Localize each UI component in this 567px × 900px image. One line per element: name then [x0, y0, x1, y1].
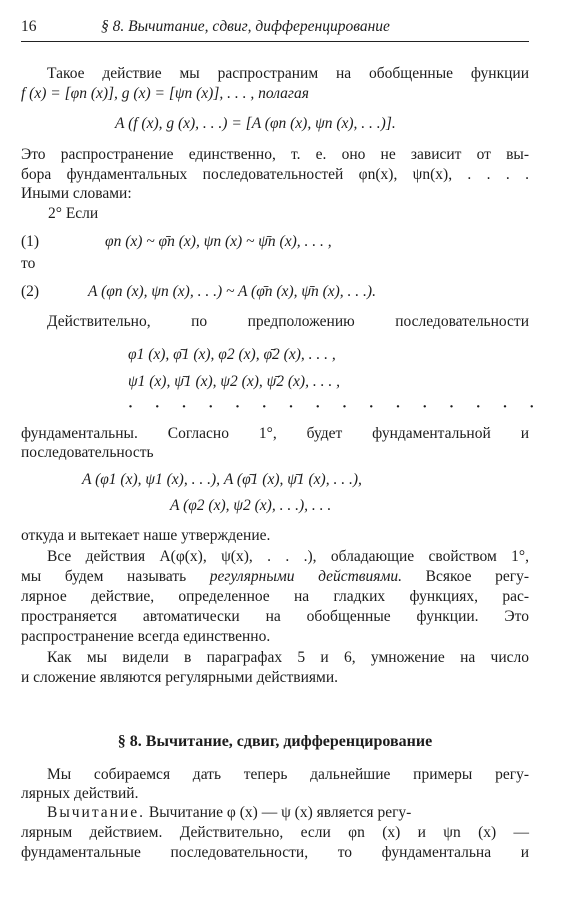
para1-line1: Такое действие мы распространим на обобщенные функции — [47, 65, 529, 82]
sequence-dots: · · · · · · · · · · · · · · · · — [128, 399, 544, 415]
para4-line3: лярное действие, определенное на гладких функциях, рас- — [21, 588, 529, 605]
para5-line1: Как мы видели в параграфах 5 и 6, умножение на число — [47, 649, 529, 666]
para4-line2 — [21, 567, 529, 587]
formula-row2: A (φ2 (x), ψ2 (x), . . .), . . . — [170, 497, 332, 514]
para6-line1: Мы собираемся дать теперь дальнейшие примеры регу- — [47, 766, 529, 783]
regular-actions-term: регулярными действиями. — [209, 568, 403, 585]
para6-line2: лярных действий. — [21, 785, 139, 802]
para6-line3-rest: Вычитание φ (x) — ψ (x) является регу- — [145, 804, 412, 821]
para2-line3: Иными словами: — [21, 185, 132, 202]
para1-line2: f (x) = [φn (x)], g (x) = [ψn (x)], . . . , полагая — [21, 85, 309, 102]
eq2-number: (2) — [21, 283, 40, 300]
para6-line5: фундаментальные последовательности, то фундаментальна и — [21, 844, 529, 861]
para4-line1: Все действия A(φ(x), ψ(x), . . .), обладающие свойством 1°, — [47, 548, 529, 565]
header-rule — [21, 41, 529, 42]
then-word: то — [21, 255, 36, 272]
sequence-row-psi: ψ1 (x), ψ̄1 (x), ψ2 (x), ψ̄2 (x), . . . , — [128, 373, 340, 390]
eq1-formula: φn (x) ~ φ̄n (x), ψn (x) ~ ψ̄n (x), . . . , — [105, 233, 332, 250]
para4-line4: пространяется автоматически на обобщенные функции. Это — [21, 608, 529, 625]
running-title: § 8. Вычитание, сдвиг, дифференцирование — [101, 18, 390, 35]
para4-line2-before: мы будем называть — [21, 568, 210, 585]
formula-row1: A (φ1 (x), ψ1 (x), . . .), A (φ̄1 (x), ψ̄1 (x), . . .), — [82, 471, 362, 488]
page-header — [21, 18, 529, 40]
para4-line5: распространение всегда единственно. — [21, 628, 271, 645]
eq1-number: (1) — [21, 233, 40, 250]
para2-line2: бора фундаментальных последовательностей φn(x), ψn(x), . . . . — [21, 166, 529, 183]
property2-label: 2° Если — [48, 205, 99, 222]
para5-line2: и сложение являются регулярными действиями. — [21, 669, 339, 686]
para3-line4: откуда и вытекает наше утверждение. — [21, 527, 271, 544]
para6-line3 — [47, 803, 529, 823]
para3-line3: последовательность — [21, 444, 154, 461]
para3-line2: фундаментальны. Согласно 1°, будет фундаментальной и — [21, 425, 529, 442]
para3-line1: Действительно, по предположению последовательности — [47, 313, 529, 330]
section-heading: § 8. Вычитание, сдвиг, дифференцирование — [117, 733, 433, 750]
para6-line4: лярным действием. Действительно, если φn (x) и ψn (x) — — [21, 824, 529, 841]
subtraction-term: Вычитание. — [47, 804, 146, 821]
eq2-formula: A (φn (x), ψn (x), . . .) ~ A (φ̄n (x), ψ̄n (x), . . .). — [88, 283, 376, 300]
para4-line2-after: Всякое регу- — [402, 568, 530, 585]
sequence-row-phi: φ1 (x), φ̄1 (x), φ2 (x), φ̄2 (x), . . . , — [128, 346, 336, 363]
para1-formula: A (f (x), g (x), . . .) = [A (φn (x), ψn (x), . . .)]. — [115, 115, 396, 132]
para2-line1: Это распространение единственно, т. е. оно не зависит от вы- — [21, 146, 529, 163]
page-number: 16 — [21, 18, 37, 35]
